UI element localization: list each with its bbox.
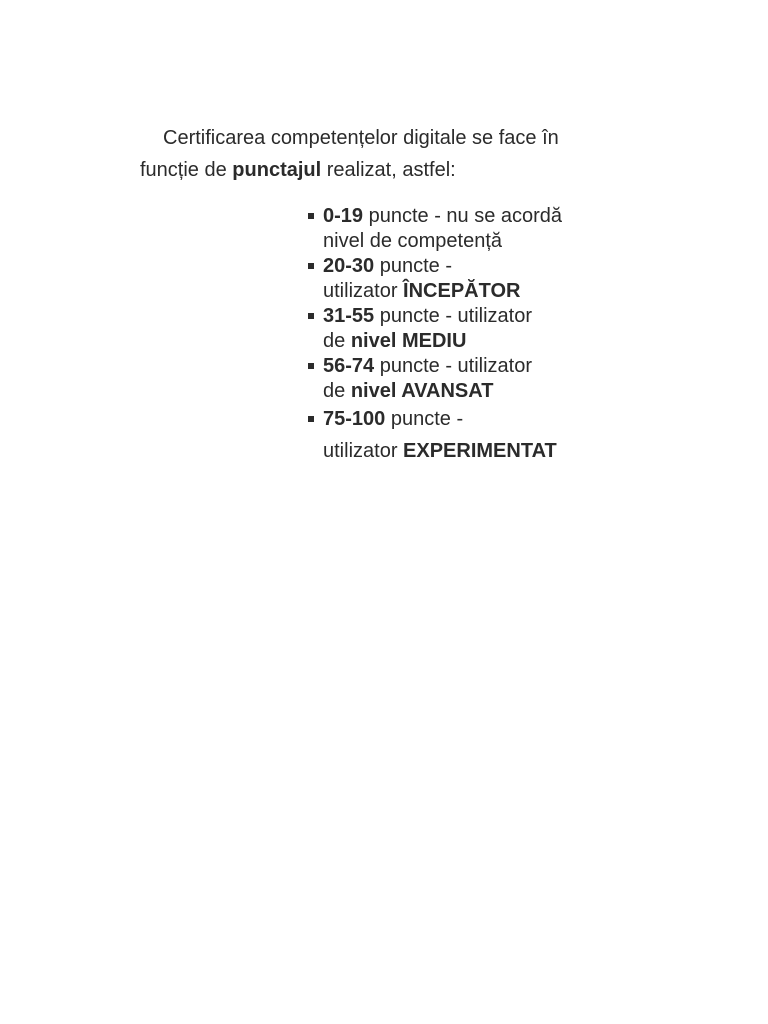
level-text: puncte - (385, 408, 464, 430)
level-row-1 (323, 204, 562, 229)
square-bullet-icon (308, 416, 314, 422)
level-row-2 (323, 329, 562, 354)
level-text: puncte - utilizator (374, 355, 533, 377)
level-row-2 (323, 279, 562, 304)
list-item (306, 204, 562, 254)
level-row-1 (323, 354, 562, 379)
level-row-2 (323, 229, 562, 254)
intro-paragraph (140, 122, 660, 186)
level-text: puncte - nu se acordă (363, 205, 563, 227)
intro-line-2-start: funcție de (140, 159, 233, 181)
list-item (306, 354, 562, 404)
score-range: 56-74 (323, 355, 375, 377)
level-row-1 (323, 254, 562, 279)
level-name: ÎNCEPĂTOR (403, 280, 521, 302)
score-range: 31-55 (323, 305, 375, 327)
level-name: nivel MEDIU (350, 330, 467, 352)
score-range: 0-19 (323, 205, 364, 227)
square-bullet-icon (308, 363, 314, 369)
square-bullet-icon (308, 213, 314, 219)
list-item (306, 254, 562, 304)
score-range: 75-100 (323, 408, 386, 430)
intro-line-2-end: realizat, astfel: (321, 159, 456, 181)
score-range: 20-30 (323, 255, 375, 277)
level-name: EXPERIMENTAT (403, 440, 557, 462)
list-item (306, 407, 562, 464)
level-text: utilizator (323, 440, 404, 462)
level-row-2 (323, 379, 562, 404)
competence-levels-list (306, 204, 562, 464)
level-row-1 (323, 407, 562, 432)
level-text: nivel de competență (323, 230, 503, 252)
square-bullet-icon (308, 263, 314, 269)
level-text: puncte - utilizator (374, 305, 533, 327)
level-name: nivel AVANSAT (350, 380, 494, 402)
score-term: punctajul (232, 159, 322, 181)
level-row-1 (323, 304, 562, 329)
intro-line-2 (140, 154, 660, 186)
level-text: utilizator (323, 280, 404, 302)
level-text: de (323, 330, 351, 352)
square-bullet-icon (308, 313, 314, 319)
level-text: de (323, 380, 351, 402)
intro-line-1: Certificarea competențelor digitale se face în (163, 127, 559, 149)
level-row-2 (323, 439, 562, 464)
level-text: puncte - (374, 255, 452, 277)
list-item (306, 304, 562, 354)
